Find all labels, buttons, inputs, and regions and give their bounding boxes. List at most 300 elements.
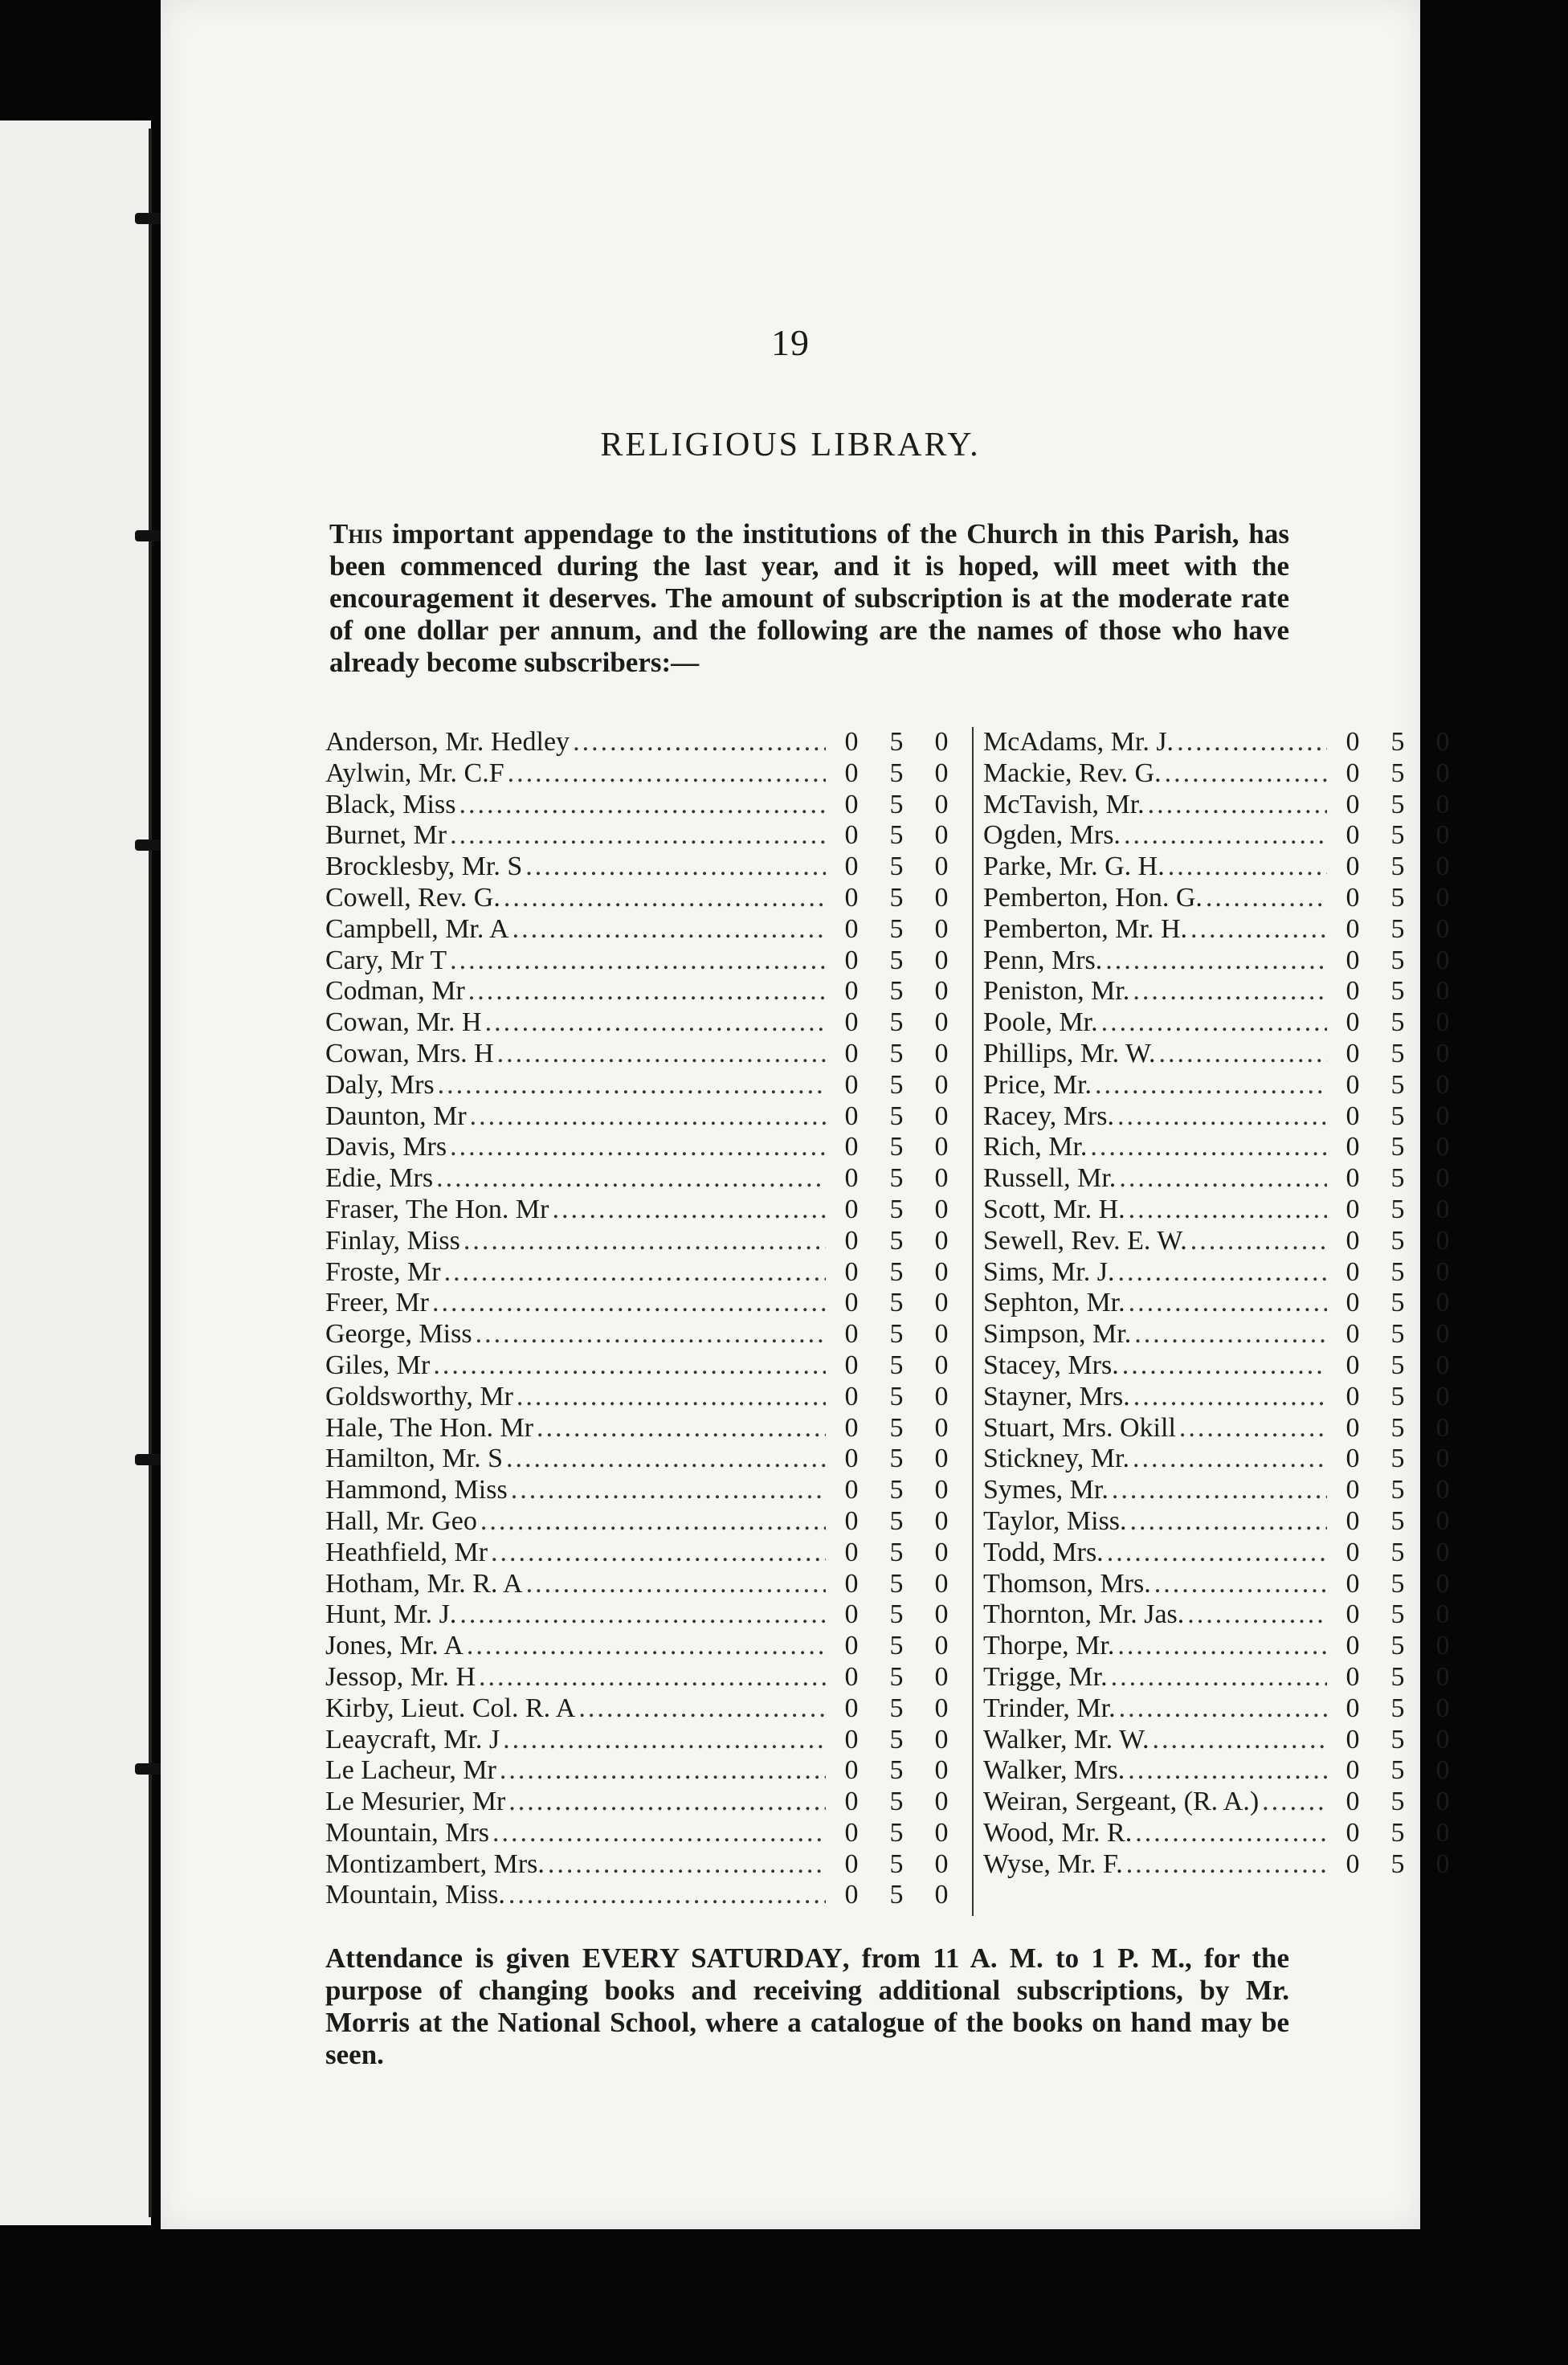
subscriber-row xyxy=(325,1787,964,1818)
subscriber-row xyxy=(325,1475,964,1506)
subscription-amount xyxy=(1330,1007,1465,1039)
amount-figure: 0 xyxy=(1345,727,1360,757)
subscriber-name: George, Miss xyxy=(325,1319,472,1350)
subscriber-name: Russell, Mr. xyxy=(983,1163,1117,1194)
leader-dots xyxy=(1117,1257,1327,1289)
subscriber-name: Scott, Mr. H. xyxy=(983,1194,1125,1224)
amount-figure: 0 xyxy=(1435,1444,1450,1474)
amount-figure: 5 xyxy=(1390,1319,1405,1350)
amount-figure: 0 xyxy=(844,1537,859,1567)
amount-figure: 0 xyxy=(1435,1319,1450,1350)
subscription-amount xyxy=(829,1070,964,1101)
amount-figure: 0 xyxy=(934,1444,949,1474)
footer-text-1: Attendance is given xyxy=(325,1942,582,1974)
subscriber-row xyxy=(325,1631,964,1662)
subscriber-name: Peniston, Mr. xyxy=(983,976,1130,1007)
amount-figure: 0 xyxy=(1435,1568,1450,1599)
subscriber-row xyxy=(325,1413,964,1444)
amount-figure: 0 xyxy=(1435,882,1450,913)
subscriber-list-right xyxy=(972,727,1465,1916)
subscriber-name: Black, Miss xyxy=(325,789,456,819)
subscription-amount xyxy=(829,1506,964,1538)
subscription-amount xyxy=(1330,1319,1465,1350)
amount-figure: 0 xyxy=(1345,1787,1360,1817)
leader-dots xyxy=(459,1599,826,1631)
subscriber-name: Le Lacheur, Mr xyxy=(325,1755,496,1786)
subscription-amount xyxy=(829,1880,964,1911)
amount-figure: 5 xyxy=(889,945,904,975)
amount-figure: 0 xyxy=(934,1319,949,1350)
amount-figure: 0 xyxy=(934,882,949,913)
leader-dots xyxy=(526,1569,826,1600)
amount-figure: 0 xyxy=(1345,758,1360,788)
amount-figure: 0 xyxy=(934,1132,949,1162)
amount-figure: 5 xyxy=(1390,882,1405,913)
amount-figure: 0 xyxy=(844,1163,859,1194)
subscription-amount xyxy=(1330,946,1465,977)
amount-figure: 0 xyxy=(1435,1101,1450,1131)
subscriber-row xyxy=(325,1101,964,1133)
subscription-amount xyxy=(1330,1787,1465,1818)
subscription-amount xyxy=(1330,1350,1465,1382)
subscriber-name: Giles, Mr xyxy=(325,1350,431,1380)
amount-figure: 0 xyxy=(934,1163,949,1194)
amount-figure: 0 xyxy=(934,789,949,819)
binding-rule xyxy=(149,129,152,2217)
subscription-amount xyxy=(829,1662,964,1693)
amount-figure: 0 xyxy=(934,1288,949,1318)
subscription-amount xyxy=(1330,790,1465,821)
amount-figure: 0 xyxy=(934,1505,949,1536)
subscriber-name: Todd, Mrs. xyxy=(983,1537,1104,1567)
amount-figure: 0 xyxy=(1345,852,1360,882)
leader-dots xyxy=(548,1849,826,1881)
leader-dots xyxy=(1129,1195,1327,1226)
amount-figure: 5 xyxy=(889,1817,904,1848)
subscriber-row xyxy=(983,946,1465,977)
subscriber-row xyxy=(983,976,1465,1007)
subscriber-row xyxy=(983,852,1465,883)
leader-dots xyxy=(1153,1725,1328,1756)
amount-figure: 0 xyxy=(934,1225,949,1256)
amount-figure: 5 xyxy=(1390,976,1405,1007)
amount-figure: 0 xyxy=(844,820,859,851)
subscriber-name: Wood, Mr. R. xyxy=(983,1817,1133,1848)
amount-figure: 0 xyxy=(1345,882,1360,913)
leader-dots xyxy=(444,1257,826,1289)
subscription-amount xyxy=(829,1631,964,1662)
amount-figure: 5 xyxy=(889,1724,904,1754)
subscriber-row xyxy=(983,1413,1465,1444)
subscriber-name: Cowan, Mrs. H xyxy=(325,1038,494,1068)
amount-figure: 0 xyxy=(934,1256,949,1287)
amount-figure: 5 xyxy=(1390,1848,1405,1879)
subscriber-name: Simpson, Mr. xyxy=(983,1319,1132,1350)
subscriber-row xyxy=(983,1818,1465,1849)
amount-figure: 5 xyxy=(889,1631,904,1661)
amount-figure: 5 xyxy=(1390,1163,1405,1194)
subscription-amount xyxy=(829,1007,964,1039)
amount-figure: 0 xyxy=(844,1101,859,1131)
amount-figure: 0 xyxy=(844,1568,859,1599)
amount-figure: 5 xyxy=(889,1069,904,1100)
leader-dots xyxy=(468,976,826,1007)
leader-dots xyxy=(500,1755,826,1787)
amount-figure: 0 xyxy=(1435,1225,1450,1256)
amount-figure: 0 xyxy=(844,1787,859,1817)
amount-figure: 0 xyxy=(1435,1007,1450,1038)
amount-figure: 0 xyxy=(1345,1661,1360,1692)
amount-figure: 5 xyxy=(889,1381,904,1411)
leader-dots xyxy=(438,1070,826,1101)
subscription-amount xyxy=(829,914,964,946)
amount-figure: 5 xyxy=(889,820,904,851)
amount-figure: 0 xyxy=(1435,1069,1450,1100)
amount-figure: 0 xyxy=(934,1848,949,1879)
subscriber-row xyxy=(983,1849,1465,1881)
leader-dots xyxy=(1133,1444,1327,1475)
amount-figure: 0 xyxy=(844,1817,859,1848)
leader-dots xyxy=(491,1538,826,1569)
amount-figure: 5 xyxy=(1390,789,1405,819)
subscriber-row xyxy=(983,1226,1465,1257)
subscription-amount xyxy=(829,1849,964,1881)
amount-figure: 0 xyxy=(1345,1350,1360,1380)
amount-figure: 0 xyxy=(844,976,859,1007)
amount-figure: 5 xyxy=(889,882,904,913)
leader-dots xyxy=(1134,1319,1327,1350)
amount-figure: 0 xyxy=(844,1038,859,1068)
amount-figure: 0 xyxy=(934,1350,949,1380)
subscriber-row xyxy=(983,758,1465,790)
subscriber-list-left xyxy=(325,727,964,1916)
subscription-amount xyxy=(1330,1444,1465,1475)
subscriber-name: Rich, Mr. xyxy=(983,1132,1088,1162)
subscriber-row xyxy=(325,1195,964,1226)
subscriber-name: Racey, Mrs. xyxy=(983,1101,1115,1131)
amount-figure: 0 xyxy=(844,1444,859,1474)
subscriber-name: McAdams, Mr. J. xyxy=(983,727,1174,757)
subscription-amount xyxy=(829,976,964,1007)
subscription-amount xyxy=(1330,1382,1465,1413)
leader-dots xyxy=(1129,1288,1327,1319)
subscription-amount xyxy=(829,1725,964,1756)
subscriber-row xyxy=(983,1163,1465,1195)
amount-figure: 5 xyxy=(1390,1475,1405,1505)
subscription-amount xyxy=(829,1350,964,1382)
subscriber-row xyxy=(983,914,1465,946)
subscriber-name: Daunton, Mr xyxy=(325,1101,467,1131)
amount-figure: 5 xyxy=(889,1350,904,1380)
subscriber-row xyxy=(325,1007,964,1039)
amount-figure: 0 xyxy=(1345,1599,1360,1630)
subscriber-row xyxy=(325,883,964,914)
subscriber-name: Kirby, Lieut. Col. R. A xyxy=(325,1693,576,1723)
amount-figure: 0 xyxy=(844,1256,859,1287)
attendance-paragraph xyxy=(325,1942,1289,2071)
amount-figure: 0 xyxy=(1345,1693,1360,1723)
leader-dots xyxy=(476,1319,826,1350)
subscription-amount xyxy=(829,1475,964,1506)
subscriber-row xyxy=(325,1538,964,1569)
amount-figure: 5 xyxy=(1390,1444,1405,1474)
amount-figure: 5 xyxy=(889,1848,904,1879)
subscription-amount xyxy=(1330,1599,1465,1631)
subscriber-row xyxy=(325,1818,964,1849)
subscription-amount xyxy=(829,1163,964,1195)
amount-figure: 5 xyxy=(1390,1599,1405,1630)
leader-dots xyxy=(450,946,826,977)
subscription-amount xyxy=(1330,1039,1465,1070)
amount-figure: 0 xyxy=(934,1475,949,1505)
amount-figure: 0 xyxy=(844,945,859,975)
amount-figure: 0 xyxy=(1345,1444,1360,1474)
subscriber-name: Sephton, Mr. xyxy=(983,1288,1125,1318)
amount-figure: 0 xyxy=(844,1412,859,1443)
amount-figure: 5 xyxy=(1390,727,1405,757)
leader-dots xyxy=(1158,1039,1327,1070)
subscriber-name: Cowan, Mr. H xyxy=(325,1007,482,1038)
subscriber-row xyxy=(983,1007,1465,1039)
subscriber-row xyxy=(325,1257,964,1289)
subscriber-name: Froste, Mr xyxy=(325,1256,441,1287)
subscriber-name: Thorpe, Mr. xyxy=(983,1631,1115,1661)
subscriber-row xyxy=(983,1599,1465,1631)
leader-dots xyxy=(467,1631,826,1662)
amount-figure: 0 xyxy=(1345,1724,1360,1754)
amount-figure: 0 xyxy=(1345,1007,1360,1038)
subscriber-name: Edie, Mrs xyxy=(325,1163,434,1194)
amount-figure: 0 xyxy=(1345,1381,1360,1411)
subscriber-row xyxy=(983,1101,1465,1133)
amount-figure: 0 xyxy=(1345,1163,1360,1194)
subscriber-row xyxy=(983,1257,1465,1289)
subscriber-row xyxy=(983,1755,1465,1787)
subscriber-name: Taylor, Miss. xyxy=(983,1505,1127,1536)
amount-figure: 0 xyxy=(1345,1132,1360,1162)
leader-dots xyxy=(485,1007,826,1039)
subscriber-name: Trinder, Mr. xyxy=(983,1693,1116,1723)
leader-dots xyxy=(1133,1382,1327,1413)
subscriber-name: McTavish, Mr. xyxy=(983,789,1145,819)
subscriber-row xyxy=(983,820,1465,852)
amount-figure: 0 xyxy=(1345,1038,1360,1068)
subscriber-name: Le Mesurier, Mr xyxy=(325,1787,506,1817)
subscription-amount xyxy=(829,1444,964,1475)
leader-dots xyxy=(1130,1506,1327,1538)
subscriber-name: Trigge, Mr. xyxy=(983,1661,1108,1692)
subscription-amount xyxy=(1330,1195,1465,1226)
subscription-amount xyxy=(1330,1538,1465,1569)
leader-dots xyxy=(1124,820,1327,852)
amount-figure: 0 xyxy=(1345,1505,1360,1536)
amount-figure: 0 xyxy=(1345,1631,1360,1661)
amount-figure: 0 xyxy=(934,1599,949,1630)
amount-figure: 5 xyxy=(889,1661,904,1692)
amount-figure: 0 xyxy=(1435,1475,1450,1505)
amount-figure: 0 xyxy=(1345,820,1360,851)
amount-figure: 5 xyxy=(1390,1288,1405,1318)
subscriber-row xyxy=(983,1070,1465,1101)
amount-figure: 0 xyxy=(1435,1288,1450,1318)
subscriber-name: Goldsworthy, Mr xyxy=(325,1381,513,1411)
amount-figure: 0 xyxy=(844,789,859,819)
subscriber-row xyxy=(983,1725,1465,1756)
amount-figure: 0 xyxy=(844,1350,859,1380)
amount-figure: 0 xyxy=(1345,913,1360,944)
subscriber-row xyxy=(983,1569,1465,1600)
subscription-amount xyxy=(1330,1725,1465,1756)
amount-figure: 5 xyxy=(889,1505,904,1536)
amount-figure: 0 xyxy=(1435,945,1450,975)
subscriber-name: Pemberton, Hon. G. xyxy=(983,882,1203,913)
subscriber-row xyxy=(325,790,964,821)
subscriber-row xyxy=(325,914,964,946)
leader-dots xyxy=(1187,1599,1327,1631)
leader-dots xyxy=(1190,1226,1327,1257)
amount-figure: 5 xyxy=(889,1787,904,1817)
subscription-amount xyxy=(1330,1101,1465,1133)
amount-figure: 0 xyxy=(1435,1693,1450,1723)
amount-figure: 0 xyxy=(934,820,949,851)
amount-figure: 5 xyxy=(1390,1568,1405,1599)
amount-figure: 0 xyxy=(844,1007,859,1038)
amount-figure: 0 xyxy=(1345,1101,1360,1131)
amount-figure: 5 xyxy=(889,913,904,944)
leader-dots xyxy=(1122,1350,1327,1382)
leader-dots xyxy=(517,1382,826,1413)
leader-dots xyxy=(450,1132,826,1163)
amount-figure: 5 xyxy=(1390,1755,1405,1786)
leader-dots xyxy=(1112,1475,1327,1506)
amount-figure: 5 xyxy=(889,727,904,757)
subscriber-name: Hunt, Mr. J. xyxy=(325,1599,457,1630)
subscriber-name: Mountain, Mrs xyxy=(325,1817,489,1848)
amount-figure: 0 xyxy=(934,1661,949,1692)
subscription-amount xyxy=(1330,1226,1465,1257)
amount-figure: 0 xyxy=(1435,1381,1450,1411)
leader-dots xyxy=(1206,883,1327,914)
subscriber-row xyxy=(983,1319,1465,1350)
amount-figure: 0 xyxy=(844,1069,859,1100)
amount-figure: 0 xyxy=(1435,1256,1450,1287)
subscription-amount xyxy=(829,1413,964,1444)
amount-figure: 0 xyxy=(1435,1817,1450,1848)
amount-figure: 0 xyxy=(1435,1194,1450,1224)
leader-dots xyxy=(508,1787,826,1818)
subscriber-name: Hall, Mr. Geo xyxy=(325,1505,477,1536)
footer-emphasis: EVERY SATURDAY xyxy=(582,1942,843,1974)
subscriber-name: Aylwin, Mr. C.F xyxy=(325,758,504,788)
subscriber-row xyxy=(325,1350,964,1382)
leader-dots xyxy=(578,1693,826,1725)
subscriber-name: Brocklesby, Mr. S xyxy=(325,852,523,882)
leader-dots xyxy=(436,1163,826,1195)
amount-figure: 0 xyxy=(844,1848,859,1879)
subscriber-row xyxy=(325,1226,964,1257)
subscriber-row xyxy=(325,1444,964,1475)
amount-figure: 5 xyxy=(889,1038,904,1068)
amount-figure: 0 xyxy=(934,1194,949,1224)
amount-figure: 5 xyxy=(889,1132,904,1162)
leader-dots xyxy=(492,1818,826,1849)
leader-dots xyxy=(573,727,826,758)
subscriber-name: Hamilton, Mr. S xyxy=(325,1444,504,1474)
subscriber-name: Symes, Mr. xyxy=(983,1475,1109,1505)
subscriber-row xyxy=(983,1132,1465,1163)
subscriber-row xyxy=(325,1039,964,1070)
amount-figure: 5 xyxy=(889,1288,904,1318)
subscription-amount xyxy=(829,1787,964,1818)
subscriber-row xyxy=(983,1444,1465,1475)
subscriber-name: Walker, Mrs. xyxy=(983,1755,1125,1786)
amount-figure: 0 xyxy=(1345,1817,1360,1848)
subscriber-name: Hale, The Hon. Mr xyxy=(325,1412,534,1443)
amount-figure: 5 xyxy=(889,1319,904,1350)
amount-figure: 5 xyxy=(1390,1693,1405,1723)
subscription-amount xyxy=(829,1382,964,1413)
amount-figure: 0 xyxy=(1435,789,1450,819)
subscription-amount xyxy=(829,1818,964,1849)
leader-dots xyxy=(1095,1070,1327,1101)
amount-figure: 5 xyxy=(1390,1817,1405,1848)
amount-figure: 5 xyxy=(889,1599,904,1630)
subscriber-name: Heathfield, Mr xyxy=(325,1537,488,1567)
amount-figure: 0 xyxy=(934,758,949,788)
subscription-amount xyxy=(829,1132,964,1163)
subscription-amount xyxy=(829,1195,964,1226)
amount-figure: 0 xyxy=(1435,1724,1450,1754)
amount-figure: 0 xyxy=(1435,1038,1450,1068)
amount-figure: 0 xyxy=(844,1880,859,1910)
subscriber-name: Hammond, Miss xyxy=(325,1475,508,1505)
amount-figure: 0 xyxy=(934,1537,949,1567)
subscriber-name: Mountain, Miss. xyxy=(325,1880,505,1910)
amount-figure: 0 xyxy=(844,1631,859,1661)
subscriber-name: Stayner, Mrs. xyxy=(983,1381,1130,1411)
amount-figure: 5 xyxy=(1390,913,1405,944)
amount-figure: 5 xyxy=(1390,1069,1405,1100)
amount-figure: 0 xyxy=(1435,1537,1450,1567)
amount-figure: 0 xyxy=(844,1755,859,1786)
amount-figure: 0 xyxy=(844,852,859,882)
amount-figure: 5 xyxy=(889,1225,904,1256)
subscription-amount xyxy=(1330,852,1465,883)
leader-dots xyxy=(1179,1413,1327,1444)
amount-figure: 0 xyxy=(1345,1568,1360,1599)
amount-figure: 0 xyxy=(844,1724,859,1754)
subscriber-row xyxy=(325,1849,964,1881)
subscriber-row xyxy=(983,1039,1465,1070)
amount-figure: 0 xyxy=(1345,1412,1360,1443)
amount-figure: 0 xyxy=(1345,1319,1360,1350)
subscriber-name: Poole, Mr. xyxy=(983,1007,1098,1038)
leader-dots xyxy=(432,1288,826,1319)
amount-figure: 0 xyxy=(1435,1132,1450,1162)
amount-figure: 5 xyxy=(889,852,904,882)
amount-figure: 0 xyxy=(934,727,949,757)
amount-figure: 5 xyxy=(889,1101,904,1131)
amount-figure: 0 xyxy=(1345,976,1360,1007)
intro-text: important appendage to the institutions of the Church in this Parish, has been commenced during the last year, and it is hoped, will meet with the encouragement it deserves. The amount of subscription is at the moderate rate of one dollar per annum, and the following are the names of those who have already become subscribers:— xyxy=(329,518,1289,678)
amount-figure: 5 xyxy=(889,1755,904,1786)
leader-dots xyxy=(1128,1755,1327,1787)
subscriber-row xyxy=(325,976,964,1007)
amount-figure: 5 xyxy=(1390,1661,1405,1692)
subscriber-name: Stickney, Mr. xyxy=(983,1444,1129,1474)
subscription-amount xyxy=(1330,1569,1465,1600)
amount-figure: 0 xyxy=(934,1381,949,1411)
